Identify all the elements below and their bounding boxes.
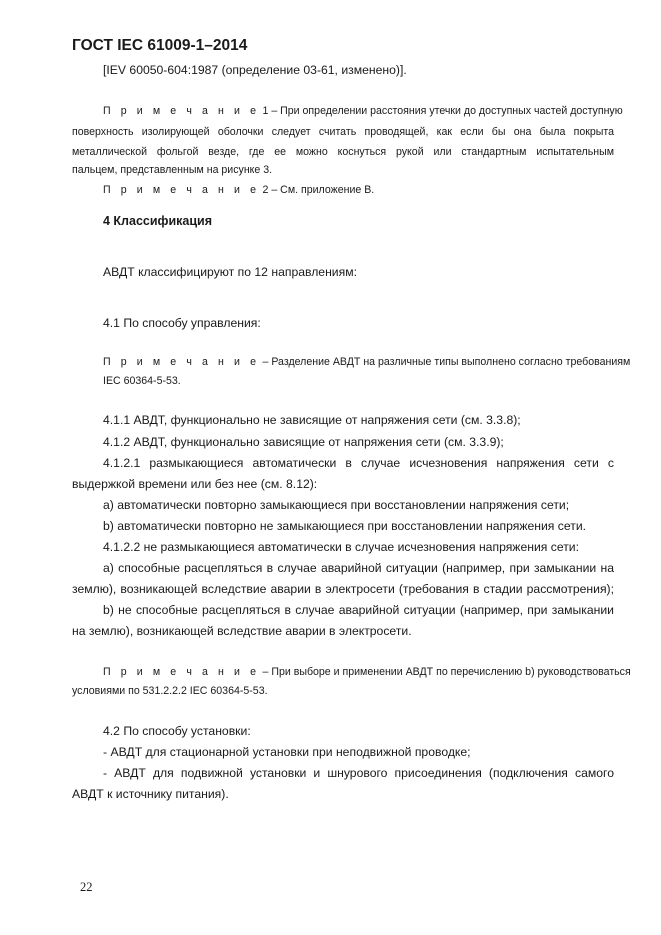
reference-text: [IEV 60050-604:1987 (определение 03-61, изменено)]. (103, 63, 407, 77)
body-line: на землю), возникающей вследствие аварии в электросети. (72, 624, 412, 638)
note-text: – При выборе и применении АВДТ по перечислению b) руководствоваться (259, 666, 631, 678)
note1-line-3: металлической фольгой везде, где ее можно коснуться рукой или стандартным испытательным (72, 146, 614, 158)
body-line: 4.1.2.1 размыкающиеся автоматически в случае исчезновения напряжения сети с (103, 456, 614, 470)
body-line: 4.1.2.2 не размыкающиеся автоматически в случае исчезновения напряжения сети: (103, 540, 580, 554)
list-item: - АВДТ для подвижной установки и шнурового присоединения (подключения самого (103, 766, 614, 780)
note-label: П р и м е ч а н и е (103, 666, 260, 678)
intro-text: АВДТ классифицируют по 12 направлениям: (103, 265, 357, 279)
list-item: - АВДТ для стационарной установки при неподвижной проводке; (103, 745, 471, 759)
note1-line-2: поверхность изолирующей оболочки следует считать проводящей, как если бы она была покрыта (72, 126, 614, 138)
note3-line-2: IEC 60364-5-53. (103, 375, 181, 387)
note4-line-1 (103, 665, 631, 679)
body-line: b) автоматически повторно не замыкающиеся при восстановлении напряжения сети. (103, 519, 587, 533)
body-line: землю), возникающей вследствие аварии в электросети (требования в стадии рассмотрения); (72, 582, 614, 596)
body-line: b) не способные расцепляться в случае аварийной ситуации (например, при замыкании (103, 603, 614, 617)
note-text: 2 – См. приложение В. (259, 184, 375, 196)
page-number: 22 (80, 880, 93, 894)
note2 (103, 183, 614, 197)
note1-line-4: пальцем, представленным на рисунке 3. (72, 164, 273, 176)
note-label: П р и м е ч а н и е (103, 105, 260, 117)
note1-line-1 (103, 104, 623, 118)
body-line: a) способные расцепляться в случае аварийной ситуации (например, при замыкании на (103, 561, 614, 575)
note4-line-2: условиями по 531.2.2.2 IEC 60364-5-53. (72, 685, 268, 697)
body-line: a) автоматически повторно замыкающиеся при восстановлении напряжения сети; (103, 498, 570, 512)
document-header: ГОСТ IEC 61009-1–2014 (72, 37, 248, 54)
note-label: П р и м е ч а н и е (103, 356, 260, 368)
section-heading: 4 Классификация (103, 214, 213, 228)
body-line: выдержкой времени или без нее (см. 8.12): (72, 477, 318, 491)
list-item: АВДТ к источнику питания). (72, 787, 229, 801)
note3-line-1 (103, 355, 631, 369)
body-line: 4.1.1 АВДТ, функционально не зависящие от напряжения сети (см. 3.3.8); (103, 413, 521, 427)
subsection-4-2: 4.2 По способу установки: (103, 724, 251, 738)
note-text: 1 – При определении расстояния утечки до доступных частей доступную (259, 105, 623, 117)
note-label: П р и м е ч а н и е (103, 184, 260, 196)
note-text: – Разделение АВДТ на различные типы выполнено согласно требованиям (259, 356, 631, 368)
subsection-4-1: 4.1 По способу управления: (103, 316, 261, 330)
body-line: 4.1.2 АВДТ, функционально зависящие от напряжения сети (см. 3.3.9); (103, 435, 504, 449)
